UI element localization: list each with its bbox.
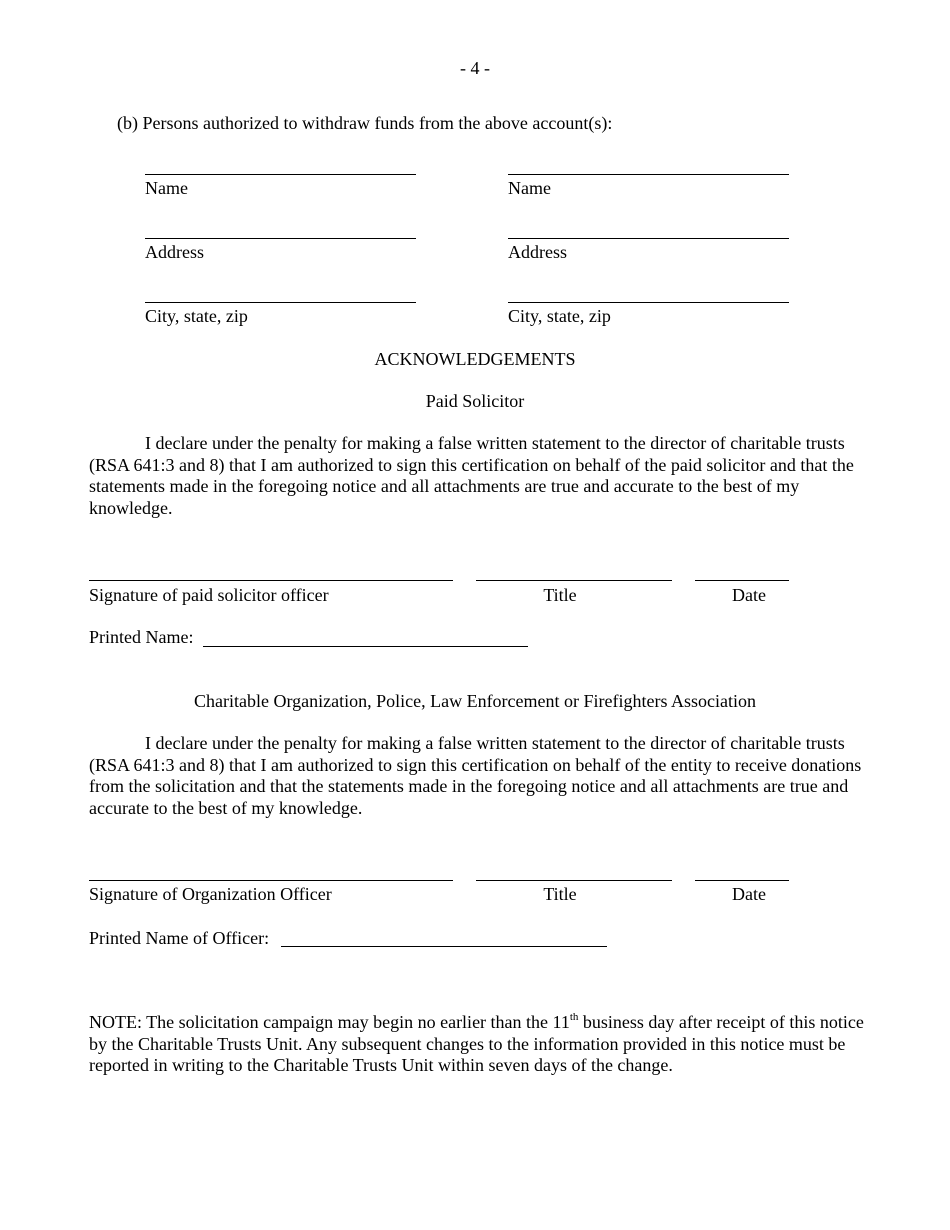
right-city-label: City, state, zip — [508, 306, 611, 326]
organization-title-line[interactable] — [476, 880, 672, 881]
right-city-line[interactable] — [508, 302, 789, 303]
note-paragraph — [89, 1012, 869, 1077]
withdraw-heading: (b) Persons authorized to withdraw funds from the above account(s): — [117, 113, 613, 133]
acknowledgements-title: ACKNOWLEDGEMENTS — [374, 349, 576, 369]
organization-date-label: Date — [732, 884, 766, 904]
note-ordinal-suffix: th — [569, 1011, 579, 1023]
solicitor-date-line[interactable] — [695, 580, 789, 581]
right-name-label: Name — [508, 178, 551, 198]
solicitor-signature-line[interactable] — [89, 580, 453, 581]
right-address-line[interactable] — [508, 238, 789, 239]
left-city-line[interactable] — [145, 302, 416, 303]
solicitor-title-line[interactable] — [476, 580, 672, 581]
organization-signature-label: Signature of Organization Officer — [89, 884, 332, 904]
solicitor-signature-label: Signature of paid solicitor officer — [89, 585, 329, 605]
right-name-line[interactable] — [508, 174, 789, 175]
left-address-label: Address — [145, 242, 204, 262]
left-city-label: City, state, zip — [145, 306, 248, 326]
solicitor-date-label: Date — [732, 585, 766, 605]
left-name-label: Name — [145, 178, 188, 198]
paid-solicitor-heading: Paid Solicitor — [425, 391, 525, 411]
solicitor-title-label: Title — [543, 585, 577, 605]
organization-title-label: Title — [543, 884, 577, 904]
paid-solicitor-statement: I declare under the penalty for making a false written statement to the director of charitable trusts (RSA 641:3 and 8) that I am authorized to sign this certification on behalf of the paid solicitor and that the statements made in the foregoing notice and all attachments are true and accurate to the best of my knowledge. — [89, 433, 854, 518]
note-text-start: NOTE: The solicitation campaign may begin no earlier than the 11 — [89, 1012, 570, 1032]
organization-printed-name-label: Printed Name of Officer: — [89, 928, 270, 948]
organization-printed-name-line[interactable] — [281, 946, 607, 947]
left-address-line[interactable] — [145, 238, 416, 239]
organization-heading: Charitable Organization, Police, Law Enforcement or Firefighters Association — [193, 691, 756, 711]
organization-signature-line[interactable] — [89, 880, 453, 881]
note-text-end: business day after receipt of this notice by the Charitable Trusts Unit. Any subsequent changes to the information provided in this notice must be reported in writing to the Charitable Trusts Unit within seven days of the change. — [89, 1012, 864, 1075]
solicitor-printed-name-label: Printed Name: — [89, 627, 194, 647]
page-number: - 4 - — [460, 58, 490, 78]
organization-statement: I declare under the penalty for making a false written statement to the director of charitable trusts (RSA 641:3 and 8) that I am authorized to sign this certification on behalf of the entity to receive donations from the solicitation and that the statements made in the foregoing notice and all attachments are true and accurate to the best of my knowledge. — [89, 733, 862, 818]
solicitor-printed-name-line[interactable] — [203, 646, 528, 647]
organization-date-line[interactable] — [695, 880, 789, 881]
right-address-label: Address — [508, 242, 567, 262]
left-name-line[interactable] — [145, 174, 416, 175]
